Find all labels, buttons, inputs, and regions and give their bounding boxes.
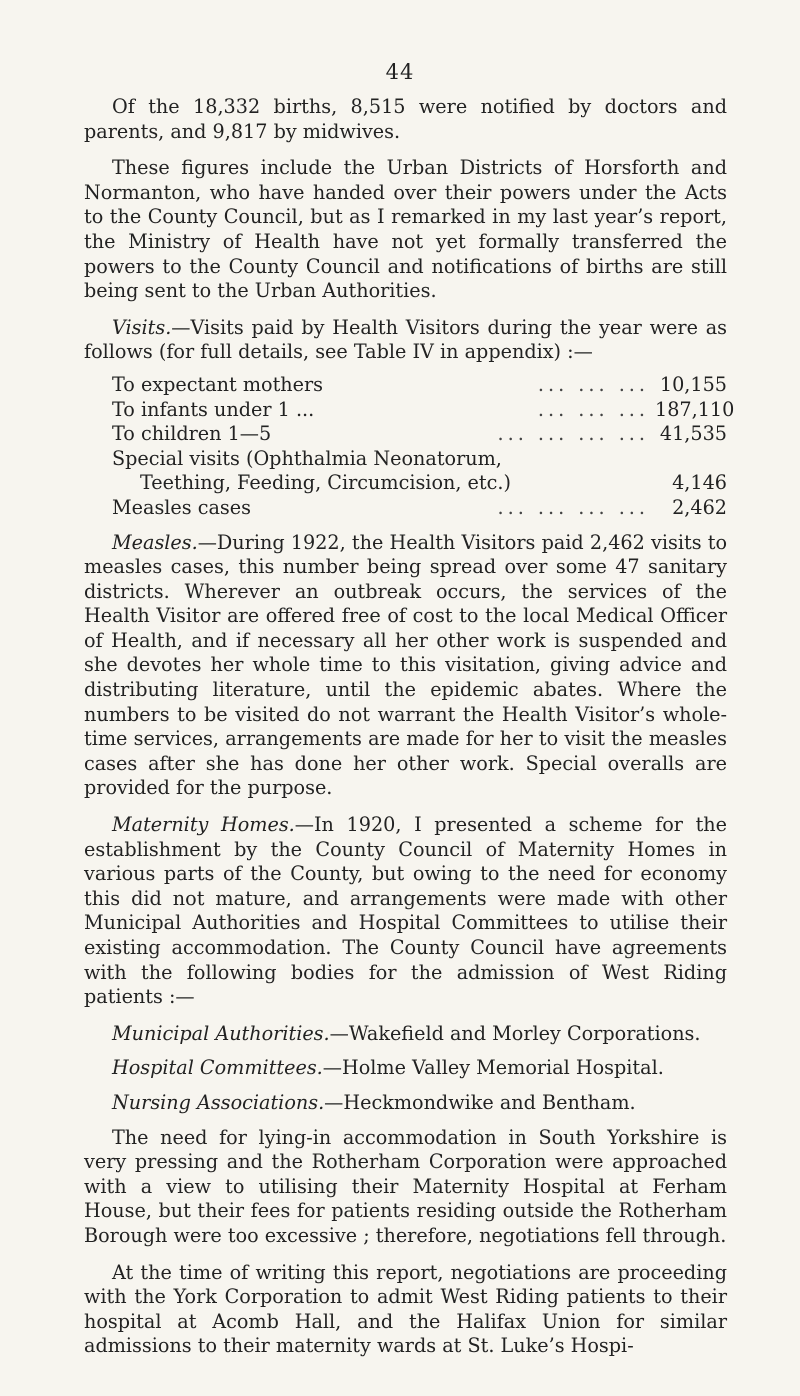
figures-paragraph: These figures include the Urban Districts of Horsforth and Normanton, who have handed over their powers under the Acts to the County Council, but as I remarked in my last year’s report, the Ministry of Health have not yet formally transferred the powers to the County Council and notifications of births are still being sent to the Urban Authorities. [84,156,727,303]
visits-table [112,372,735,521]
visits-row-label: To children 1—5 [112,422,272,446]
body-text: —Heckmondwike and Bentham. [324,1090,636,1114]
visits-row [112,496,727,521]
visits-row-leader: ... ... ... ... [497,495,649,519]
visits-row [112,373,727,398]
measles-heading: Measles. [112,530,198,554]
writing-paragraph: At the time of writing this report, negotiations are proceeding with the York Corporation to admit West Riding patients to their hospital at Acomb Hall, and the Halifax Union for similar admissions to their maternity wards at St. Luke’s Hospi- [84,1260,727,1358]
maternity-text: —In 1920, I presented a scheme for the establishment by the County Council of Maternity Homes in various parts of the County, but owing to the need for economy this did not mature, and arrangements were made with other Municipal Authorities and Hospital Committees to utilise their existing accommodation. The County Council have agreements with the following bodies for the admission of West Riding patients :— [84,813,728,1009]
visits-row-value: 187,110 [655,397,735,421]
body-item [84,1056,727,1081]
visits-row-label: To infants under 1 ... [112,397,315,421]
page-body [84,95,735,1371]
body-text: —Holme Valley Memorial Hospital. [322,1056,664,1080]
measles-text: —During 1922, the Health Visitors paid 2,462 visits to measles cases, this number being spread over some 47 sanitary districts. Wherever an outbreak occurs, the services of the Health Visitor are offered free of cost to the local Medical Officer of Health, and if necessary all her other work is suspended and she devotes her whole time to this visitation, giving advice and distributing literature, until the epidemic abates. Where the numbers to be visited do not warrant the Health Visitor’s whole-time services, arrangements are made for her to visit the measles cases after she has done her other work. Special overalls are provided for the purpose. [84,530,727,800]
measles-paragraph [84,531,727,802]
body-item [84,1022,727,1047]
visits-row-label: To expectant mothers [112,372,324,396]
body-text: —Wakefield and Morley Corporations. [329,1021,701,1045]
south-yorkshire-paragraph: The need for lying-in accommodation in South Yorkshire is very pressing and the Rotherham Corporation were approached with a view to utilising their Maternity Hospital at Ferham House, but their fees for patients residing outside the Rotherham Borough were too excessive ; therefore, negotiations fell through. [84,1125,727,1247]
visits-row-value: 10,155 [659,372,727,396]
visits-text: —Visits paid by Health Visitors during the year were as follows (for full details, see Table IV in appendix) :— [84,315,727,364]
maternity-heading: Maternity Homes. [112,813,295,837]
visits-heading: Visits. [112,315,172,339]
visits-row [112,471,727,496]
visits-row [112,422,727,447]
visits-row-value: 2,462 [672,495,727,519]
births-paragraph: Of the 18,332 births, 8,515 were notified by doctors and parents, and 9,817 by midwives. [84,95,727,143]
visits-row-leader: ... ... ... ... [497,422,649,446]
visits-row [112,447,727,472]
page-number: 44 [385,60,415,84]
visits-row-label: Measles cases [112,495,251,519]
visits-row-label: Teething, Feeding, Circumcision, etc.) [140,471,511,495]
maternity-paragraph [84,813,727,1010]
visits-row-label: Special visits (Ophthalmia Neonatorum, [112,446,502,470]
body-heading: Nursing Associations. [112,1090,325,1114]
visits-paragraph [84,316,727,365]
visits-row-value: 4,146 [672,471,727,495]
visits-row-leader: ... ... ... [537,397,649,421]
visits-row-leader: ... ... ... [537,372,649,396]
visits-row [112,397,735,423]
body-heading: Hospital Committees. [112,1056,323,1080]
body-item [84,1091,727,1116]
visits-row-value: 41,535 [659,422,727,446]
body-heading: Municipal Authorities. [112,1021,330,1045]
